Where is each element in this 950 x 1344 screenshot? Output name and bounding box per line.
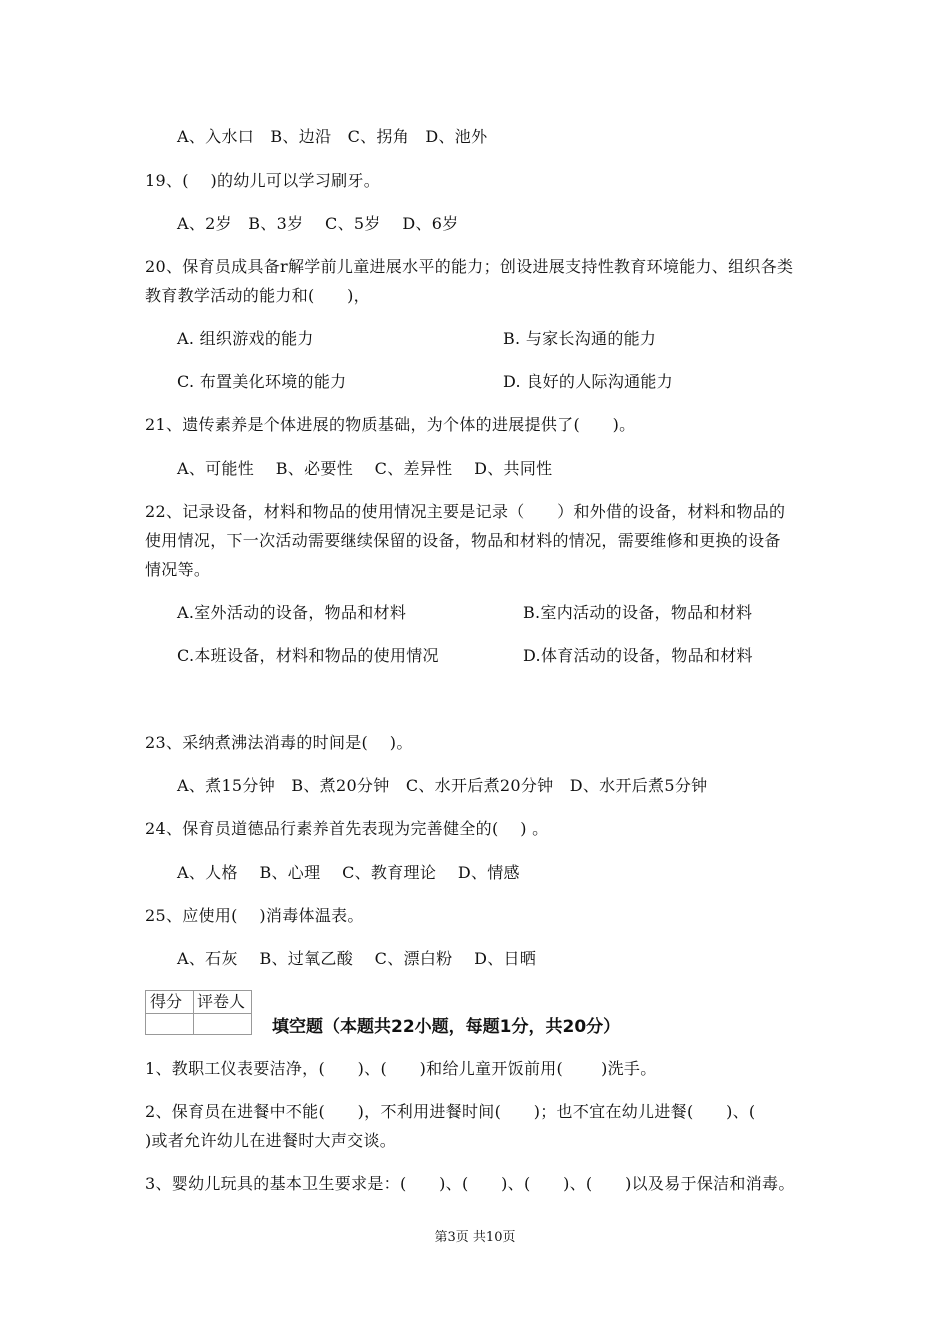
score-box: [145, 990, 252, 1035]
section-title: 填空题（本题共22小题，每题1分，共20分）: [272, 1017, 621, 1037]
q22-text-line1: 22、记录设备，材料和物品的使用情况主要是记录（ ）和外借的设备，材料和物品的: [145, 502, 786, 521]
fill-2-line2: )或者允许幼儿在进餐时大声交谈。: [145, 1131, 397, 1150]
q22-option-d: D.体育活动的设备，物品和材料: [523, 646, 753, 665]
fill-3: 3、婴幼儿玩具的基本卫生要求是：( )、( )、( )、( )以及易于保洁和消毒。: [145, 1174, 795, 1193]
score-box-separator: [193, 991, 194, 1034]
q22-text-line2: 使用情况，下一次活动需要继续保留的设备，物品和材料的情况，需要维修和更换的设备: [145, 531, 781, 550]
q22-option-a: A.室外活动的设备，物品和材料: [177, 603, 407, 622]
q21-options: A、可能性 B、必要性 C、差异性 D、共同性: [177, 459, 553, 478]
q22-text-line3: 情况等。: [145, 560, 211, 579]
q25-text: 25、应使用( )消毒体温表。: [145, 906, 364, 925]
fill-2-line1: 2、保育员在进餐中不能( )，不利用进餐时间( )；也不宜在幼儿进餐( )、(: [145, 1102, 756, 1121]
q22-option-b: B.室内活动的设备，物品和材料: [523, 603, 753, 622]
q24-options: A、人格 B、心理 C、教育理论 D、情感: [177, 863, 520, 882]
q20-text-line2: 教育教学活动的能力和( )，: [145, 286, 370, 305]
grader-label: 评卷人: [197, 992, 246, 1011]
q20-option-b: B. 与家长沟通的能力: [503, 329, 657, 348]
score-box-divider: [146, 1013, 251, 1014]
q22-option-c: C.本班设备，材料和物品的使用情况: [177, 646, 439, 665]
q20-option-a: A. 组织游戏的能力: [177, 329, 314, 348]
q24-text: 24、保育员道德品行素养首先表现为完善健全的( ) 。: [145, 819, 549, 838]
q18-options: A、入水口 B、边沿 C、拐角 D、池外: [177, 127, 488, 146]
q23-options: A、煮15分钟 B、煮20分钟 C、水开后煮20分钟 D、水开后煮5分钟: [177, 776, 708, 795]
q19-text: 19、( )的幼儿可以学习刷牙。: [145, 171, 381, 190]
q20-text-line1: 20、保育员成具备r解学前儿童进展水平的能力；创设进展支持性教育环境能力、组织各类: [145, 257, 794, 276]
q23-text: 23、采纳煮沸法消毒的时间是( )。: [145, 733, 413, 752]
page-footer: 第3页 共10页: [434, 1230, 516, 1245]
q20-option-d: D. 良好的人际沟通能力: [503, 372, 674, 391]
q20-option-c: C. 布置美化环境的能力: [177, 372, 347, 391]
score-label: 得分: [150, 992, 183, 1011]
q21-text: 21、遗传素养是个体进展的物质基础，为个体的进展提供了( )。: [145, 415, 636, 434]
q19-options: A、2岁 B、3岁 C、5岁 D、6岁: [177, 214, 459, 233]
fill-1: 1、教职工仪表要洁净，( )、( )和给儿童开饭前用( )洗手。: [145, 1059, 657, 1078]
q25-options: A、石灰 B、过氧乙酸 C、漂白粉 D、日晒: [177, 949, 537, 968]
